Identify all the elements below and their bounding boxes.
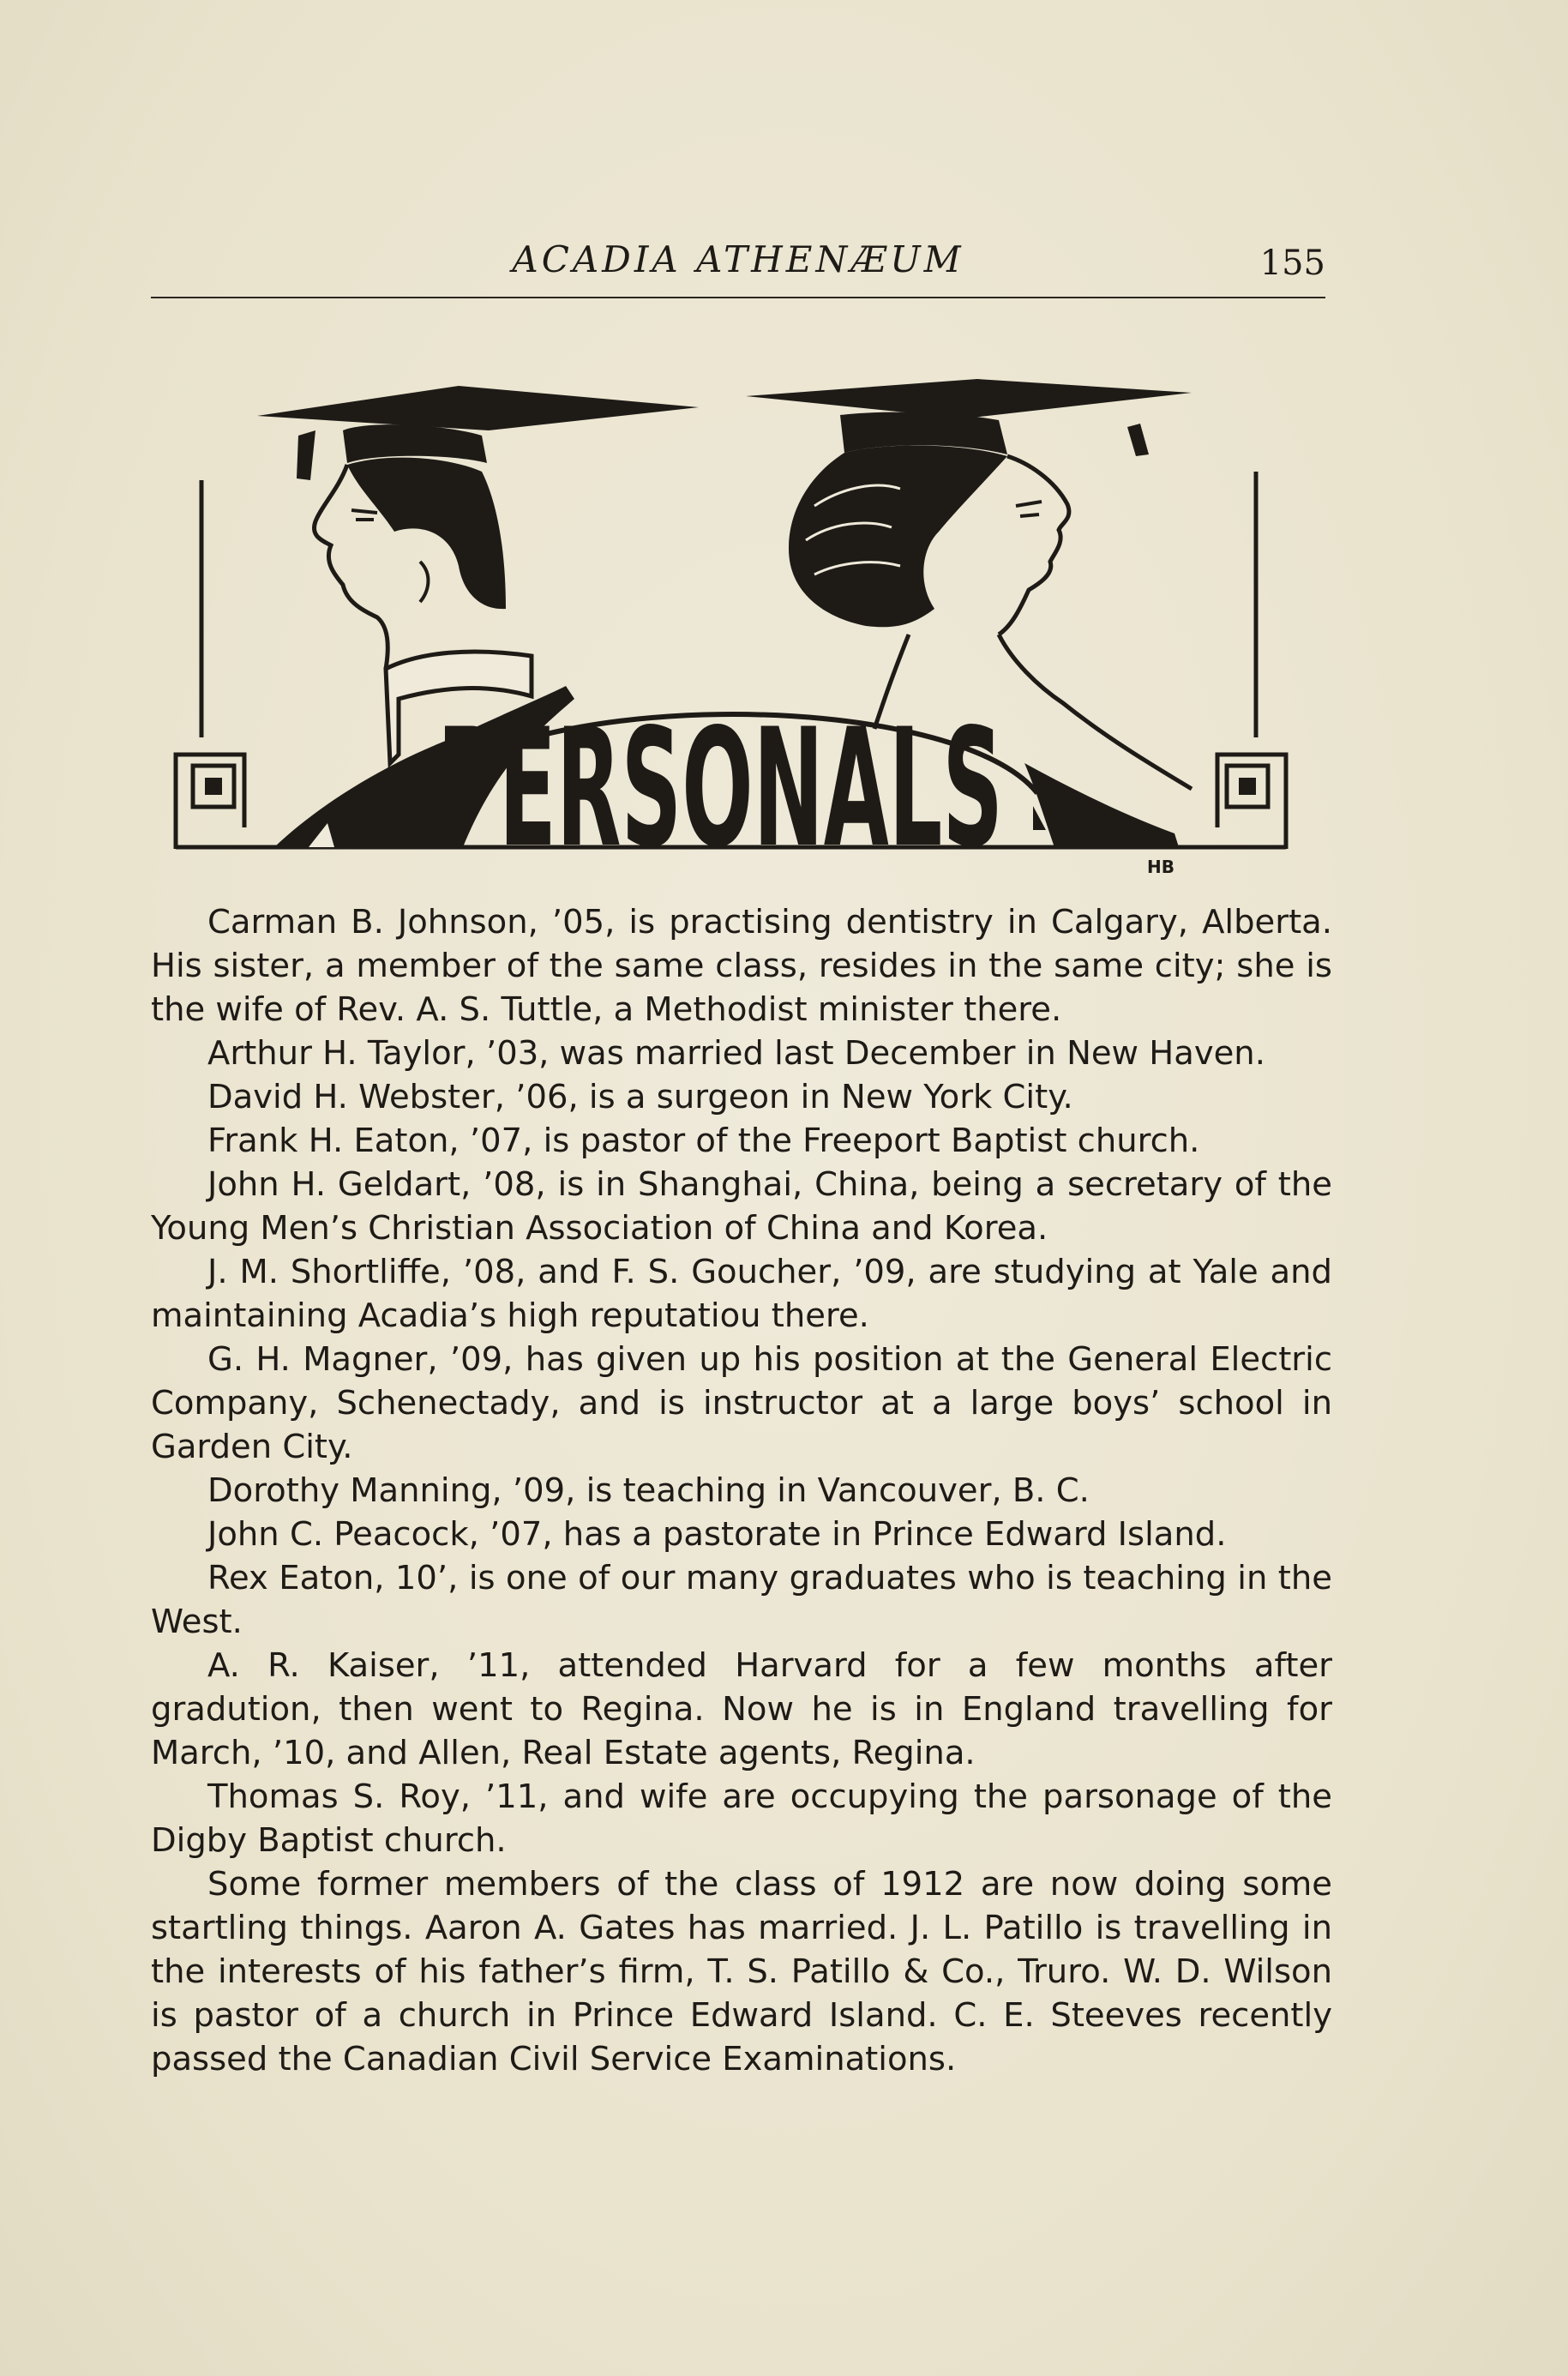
personals-header-illustration <box>163 360 1303 875</box>
personal-note: John H. Geldart, ’08, is in Shanghai, China, being a secretary of the Young Men’s Christian Association of China and Korea. <box>151 1165 1332 1248</box>
running-head <box>151 232 1325 298</box>
personal-note: Carman B. Johnson, ’05, is practising dentistry in Calgary, Alberta. His sister, a member of the same class, resides in the same city; she is the wife of Rev. A. S. Tuttle, a Methodist minister there. <box>151 903 1332 1029</box>
personal-note: David H. Webster, ’06, is a surgeon in New York City. <box>207 1078 1073 1116</box>
personal-note: Dorothy Manning, ’09, is teaching in Vancouver, B. C. <box>207 1471 1090 1510</box>
hair-right <box>789 445 1007 627</box>
personal-note: Thomas S. Roy, ’11, and wife are occupying the parsonage of the Digby Baptist church. <box>151 1777 1332 1860</box>
artist-initials: HB <box>1147 857 1174 875</box>
personal-note: A. R. Kaiser, ’11, attended Harvard for a few months after gradution, then went to Regina. Now he is in England travelling for March, ’10, and Allen, Real Estate agents, Regina. <box>151 1646 1332 1772</box>
gown-right <box>1024 763 1179 847</box>
mortarboard-right <box>746 379 1192 418</box>
running-title: ACADIA ATHENÆUM <box>512 238 964 280</box>
personal-note: Rex Eaton, 10’, is one of our many graduates who is teaching in the West. <box>151 1559 1332 1641</box>
personal-note: John C. Peacock, ’07, has a pastorate in Prince Edward Island. <box>207 1515 1227 1554</box>
corner-ornament-right <box>1227 766 1268 807</box>
mortarboard-left <box>257 386 699 430</box>
personals-column <box>151 900 1332 2081</box>
personal-note: G. H. Magner, ’09, has given up his position at the General Electric Company, Schenectady, and is instructor at a large boys’ school in Garden City. <box>151 1340 1332 1466</box>
personal-note: J. M. Shortliffe, ’08, and F. S. Goucher, ’09, are studying at Yale and maintaining Acadia’s high reputatiou there. <box>151 1253 1332 1335</box>
personal-note: Arthur H. Taylor, ’03, was married last December in New Haven. <box>207 1034 1265 1073</box>
personal-note: Frank H. Eaton, ’07, is pastor of the Freeport Baptist church. <box>207 1122 1200 1160</box>
corner-ornament-left <box>193 766 234 807</box>
face-right <box>999 456 1069 635</box>
personal-note: Some former members of the class of 1912 are now doing some startling things. Aaron A. Gates has married. J. L. Patillo is travelling in the interests of his father’s firm, T. S. Patillo & Co., Truro. W. D. Wilson is pastor of a church in Prince Edward Island. C. E. Steeves recently passed the Canadian Civil Service Examinations. <box>151 1865 1332 2078</box>
personals-title: PERSONALS <box>437 694 1003 875</box>
page-number: 155 <box>1259 244 1325 283</box>
